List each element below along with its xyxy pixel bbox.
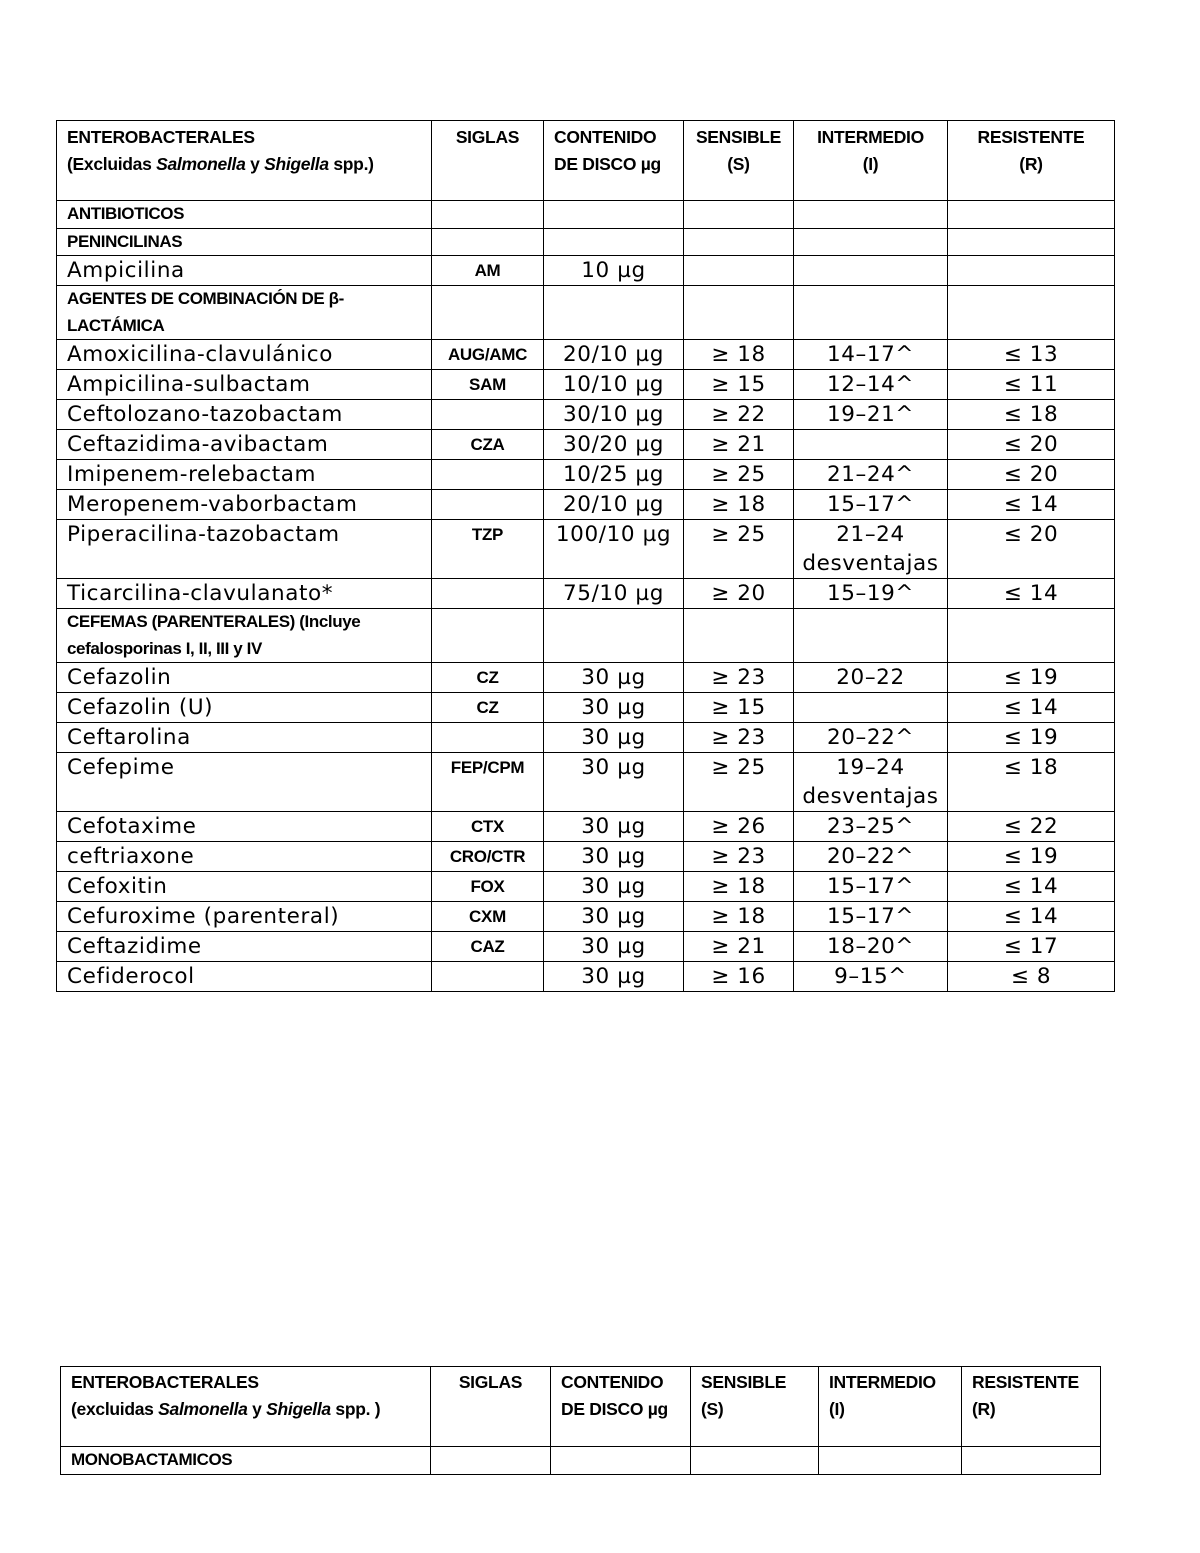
intermedio-value: 15–17^ xyxy=(794,490,948,520)
disc-content: 30 µg xyxy=(544,693,684,723)
antibiotic-code: CTX xyxy=(432,812,544,842)
header-group-title: ENTEROBACTERALES xyxy=(71,1372,259,1392)
intermedio-value: 20–22^ xyxy=(794,723,948,753)
breakpoints-table-continued xyxy=(60,1366,1101,1475)
header-resistente: RESISTENTE (R) xyxy=(962,1367,1101,1447)
intermedio-value: 15–17^ xyxy=(794,902,948,932)
sensible-value: ≥ 23 xyxy=(684,723,794,753)
antibiotic-code xyxy=(432,490,544,520)
disc-content: 30 µg xyxy=(544,902,684,932)
disc-content: 100/10 µg xyxy=(544,520,684,579)
resistente-value: ≤ 14 xyxy=(948,872,1115,902)
intermedio-value: 15–17^ xyxy=(794,872,948,902)
header-contenido: CONTENIDO DE DISCO µg xyxy=(544,121,684,201)
antibiotic-name: Cefiderocol xyxy=(57,962,432,992)
disc-content: 30 µg xyxy=(544,872,684,902)
table-row xyxy=(57,370,1115,400)
sensible-value: ≥ 18 xyxy=(684,902,794,932)
disc-content: 10/25 µg xyxy=(544,460,684,490)
antibiotic-name: Cefazolin xyxy=(57,663,432,693)
antibiotic-code xyxy=(432,460,544,490)
antibiotic-code: CZA xyxy=(432,430,544,460)
antibiotic-name: Cefepime xyxy=(57,753,432,812)
header-contenido: CONTENIDO DE DISCO µg xyxy=(551,1367,691,1447)
table-row xyxy=(57,693,1115,723)
intermedio-value xyxy=(794,256,948,286)
resistente-value: ≤ 18 xyxy=(948,753,1115,812)
resistente-value: ≤ 19 xyxy=(948,663,1115,693)
antibiotic-code xyxy=(432,579,544,609)
sensible-value: ≥ 23 xyxy=(684,842,794,872)
table-row xyxy=(57,520,1115,579)
antibiotic-code: CZ xyxy=(432,693,544,723)
table-row xyxy=(57,579,1115,609)
antibiotic-name: Cefoxitin xyxy=(57,872,432,902)
antibiotic-name: Amoxicilina-clavulánico xyxy=(57,340,432,370)
table-row xyxy=(57,256,1115,286)
sensible-value: ≥ 26 xyxy=(684,812,794,842)
section-label: CEFEMAS (PARENTERALES) (Incluye cefalosporinas I, II, III y IV xyxy=(57,609,432,663)
sensible-value: ≥ 25 xyxy=(684,460,794,490)
sensible-value xyxy=(684,256,794,286)
disc-content: 10/10 µg xyxy=(544,370,684,400)
intermedio-value: 15–19^ xyxy=(794,579,948,609)
section-label: ANTIBIOTICOS xyxy=(57,201,432,229)
disc-content: 30 µg xyxy=(544,932,684,962)
resistente-value: ≤ 20 xyxy=(948,430,1115,460)
antibiotic-name: Cefazolin (U) xyxy=(57,693,432,723)
antibiotic-name: Ticarcilina-clavulanato* xyxy=(57,579,432,609)
disc-content: 30 µg xyxy=(544,723,684,753)
antibiotic-code xyxy=(432,723,544,753)
antibiotic-code: FOX xyxy=(432,872,544,902)
resistente-value: ≤ 18 xyxy=(948,400,1115,430)
disc-content: 30 µg xyxy=(544,842,684,872)
intermedio-value xyxy=(794,430,948,460)
resistente-value: ≤ 19 xyxy=(948,723,1115,753)
resistente-value: ≤ 22 xyxy=(948,812,1115,842)
sensible-value: ≥ 25 xyxy=(684,753,794,812)
sensible-value: ≥ 16 xyxy=(684,962,794,992)
antibiotic-name: ceftriaxone xyxy=(57,842,432,872)
header-siglas: SIGLAS xyxy=(431,1367,551,1447)
table-header-row xyxy=(61,1367,1101,1447)
section-row xyxy=(57,609,1115,663)
antibiotic-code: CAZ xyxy=(432,932,544,962)
sensible-value: ≥ 18 xyxy=(684,872,794,902)
disc-content: 20/10 µg xyxy=(544,340,684,370)
header-sensible: SENSIBLE (S) xyxy=(691,1367,819,1447)
table-row xyxy=(57,812,1115,842)
intermedio-value xyxy=(794,693,948,723)
antibiotic-code xyxy=(432,962,544,992)
intermedio-value: 20–22 xyxy=(794,663,948,693)
sensible-value: ≥ 20 xyxy=(684,579,794,609)
antibiotic-name: Ceftazidime xyxy=(57,932,432,962)
header-sensible: SENSIBLE (S) xyxy=(684,121,794,201)
antibiotic-name: Imipenem-relebactam xyxy=(57,460,432,490)
antibiotic-code xyxy=(432,400,544,430)
sensible-value: ≥ 18 xyxy=(684,340,794,370)
intermedio-value: 21–24^ xyxy=(794,460,948,490)
header-resistente: RESISTENTE (R) xyxy=(948,121,1115,201)
resistente-value xyxy=(948,256,1115,286)
resistente-value: ≤ 17 xyxy=(948,932,1115,962)
intermedio-value: 23–25^ xyxy=(794,812,948,842)
table-row xyxy=(57,723,1115,753)
section-row xyxy=(61,1447,1101,1475)
header-siglas: SIGLAS xyxy=(432,121,544,201)
sensible-value: ≥ 15 xyxy=(684,370,794,400)
resistente-value: ≤ 14 xyxy=(948,490,1115,520)
table-row xyxy=(57,430,1115,460)
antibiotic-name: Cefuroxime (parenteral) xyxy=(57,902,432,932)
antibiotic-code: CZ xyxy=(432,663,544,693)
table-row xyxy=(57,932,1115,962)
section-row xyxy=(57,228,1115,256)
intermedio-value: 19–21^ xyxy=(794,400,948,430)
disc-content: 10 µg xyxy=(544,256,684,286)
antibiotic-code: AUG/AMC xyxy=(432,340,544,370)
resistente-value: ≤ 19 xyxy=(948,842,1115,872)
header-intermedio: INTERMEDIO (I) xyxy=(794,121,948,201)
disc-content: 30/10 µg xyxy=(544,400,684,430)
table-row xyxy=(57,340,1115,370)
intermedio-value: 18–20^ xyxy=(794,932,948,962)
disc-content: 30/20 µg xyxy=(544,430,684,460)
table-row xyxy=(57,753,1115,812)
resistente-value: ≤ 8 xyxy=(948,962,1115,992)
sensible-value: ≥ 23 xyxy=(684,663,794,693)
antibiotic-code: SAM xyxy=(432,370,544,400)
antibiotic-code: CXM xyxy=(432,902,544,932)
sensible-value: ≥ 21 xyxy=(684,932,794,962)
table-header-row xyxy=(57,121,1115,201)
table-row xyxy=(57,460,1115,490)
antibiotic-code: TZP xyxy=(432,520,544,579)
intermedio-value: 9–15^ xyxy=(794,962,948,992)
disc-content: 75/10 µg xyxy=(544,579,684,609)
intermedio-value: 20–22^ xyxy=(794,842,948,872)
section-label: MONOBACTAMICOS xyxy=(61,1447,431,1475)
sensible-value: ≥ 21 xyxy=(684,430,794,460)
section-row xyxy=(57,286,1115,340)
table-row xyxy=(57,962,1115,992)
table-row xyxy=(57,490,1115,520)
intermedio-value: 19–24 desventajas xyxy=(794,753,948,812)
intermedio-value: 12–14^ xyxy=(794,370,948,400)
antibiotic-name: Ceftarolina xyxy=(57,723,432,753)
section-row xyxy=(57,201,1115,229)
header-intermedio: INTERMEDIO (I) xyxy=(819,1367,962,1447)
resistente-value: ≤ 14 xyxy=(948,693,1115,723)
header-group-title: ENTEROBACTERALES xyxy=(67,127,255,147)
intermedio-value: 14–17^ xyxy=(794,340,948,370)
table-row xyxy=(57,842,1115,872)
header-group-cell: ENTEROBACTERALES (excluidas Salmonella y Shigella spp. ) xyxy=(61,1367,431,1447)
antibiotic-name: Ampicilina-sulbactam xyxy=(57,370,432,400)
antibiotic-name: Ceftazidima-avibactam xyxy=(57,430,432,460)
table-row xyxy=(57,872,1115,902)
table-row xyxy=(57,400,1115,430)
disc-content: 30 µg xyxy=(544,812,684,842)
sensible-value: ≥ 18 xyxy=(684,490,794,520)
antibiotic-name: Ampicilina xyxy=(57,256,432,286)
antibiotic-code: FEP/CPM xyxy=(432,753,544,812)
antibiotic-name: Piperacilina-tazobactam xyxy=(57,520,432,579)
table-row xyxy=(57,663,1115,693)
disc-content: 30 µg xyxy=(544,753,684,812)
antibiotic-name: Meropenem-vaborbactam xyxy=(57,490,432,520)
resistente-value: ≤ 14 xyxy=(948,579,1115,609)
antibiotic-code: CRO/CTR xyxy=(432,842,544,872)
antibiotic-name: Cefotaxime xyxy=(57,812,432,842)
section-label: PENINCILINAS xyxy=(57,228,432,256)
sensible-value: ≥ 15 xyxy=(684,693,794,723)
breakpoints-table xyxy=(56,120,1115,992)
intermedio-value: 21–24 desventajas xyxy=(794,520,948,579)
resistente-value: ≤ 11 xyxy=(948,370,1115,400)
antibiotic-code: AM xyxy=(432,256,544,286)
table-row xyxy=(57,902,1115,932)
header-group-cell: ENTEROBACTERALES (Excluidas Salmonella y Shigella spp.) xyxy=(57,121,432,201)
section-label: AGENTES DE COMBINACIÓN DE β-LACTÁMICA xyxy=(57,286,432,340)
disc-content: 20/10 µg xyxy=(544,490,684,520)
antibiotic-name: Ceftolozano-tazobactam xyxy=(57,400,432,430)
disc-content: 30 µg xyxy=(544,962,684,992)
resistente-value: ≤ 14 xyxy=(948,902,1115,932)
resistente-value: ≤ 20 xyxy=(948,460,1115,490)
sensible-value: ≥ 25 xyxy=(684,520,794,579)
resistente-value: ≤ 20 xyxy=(948,520,1115,579)
sensible-value: ≥ 22 xyxy=(684,400,794,430)
disc-content: 30 µg xyxy=(544,663,684,693)
resistente-value: ≤ 13 xyxy=(948,340,1115,370)
